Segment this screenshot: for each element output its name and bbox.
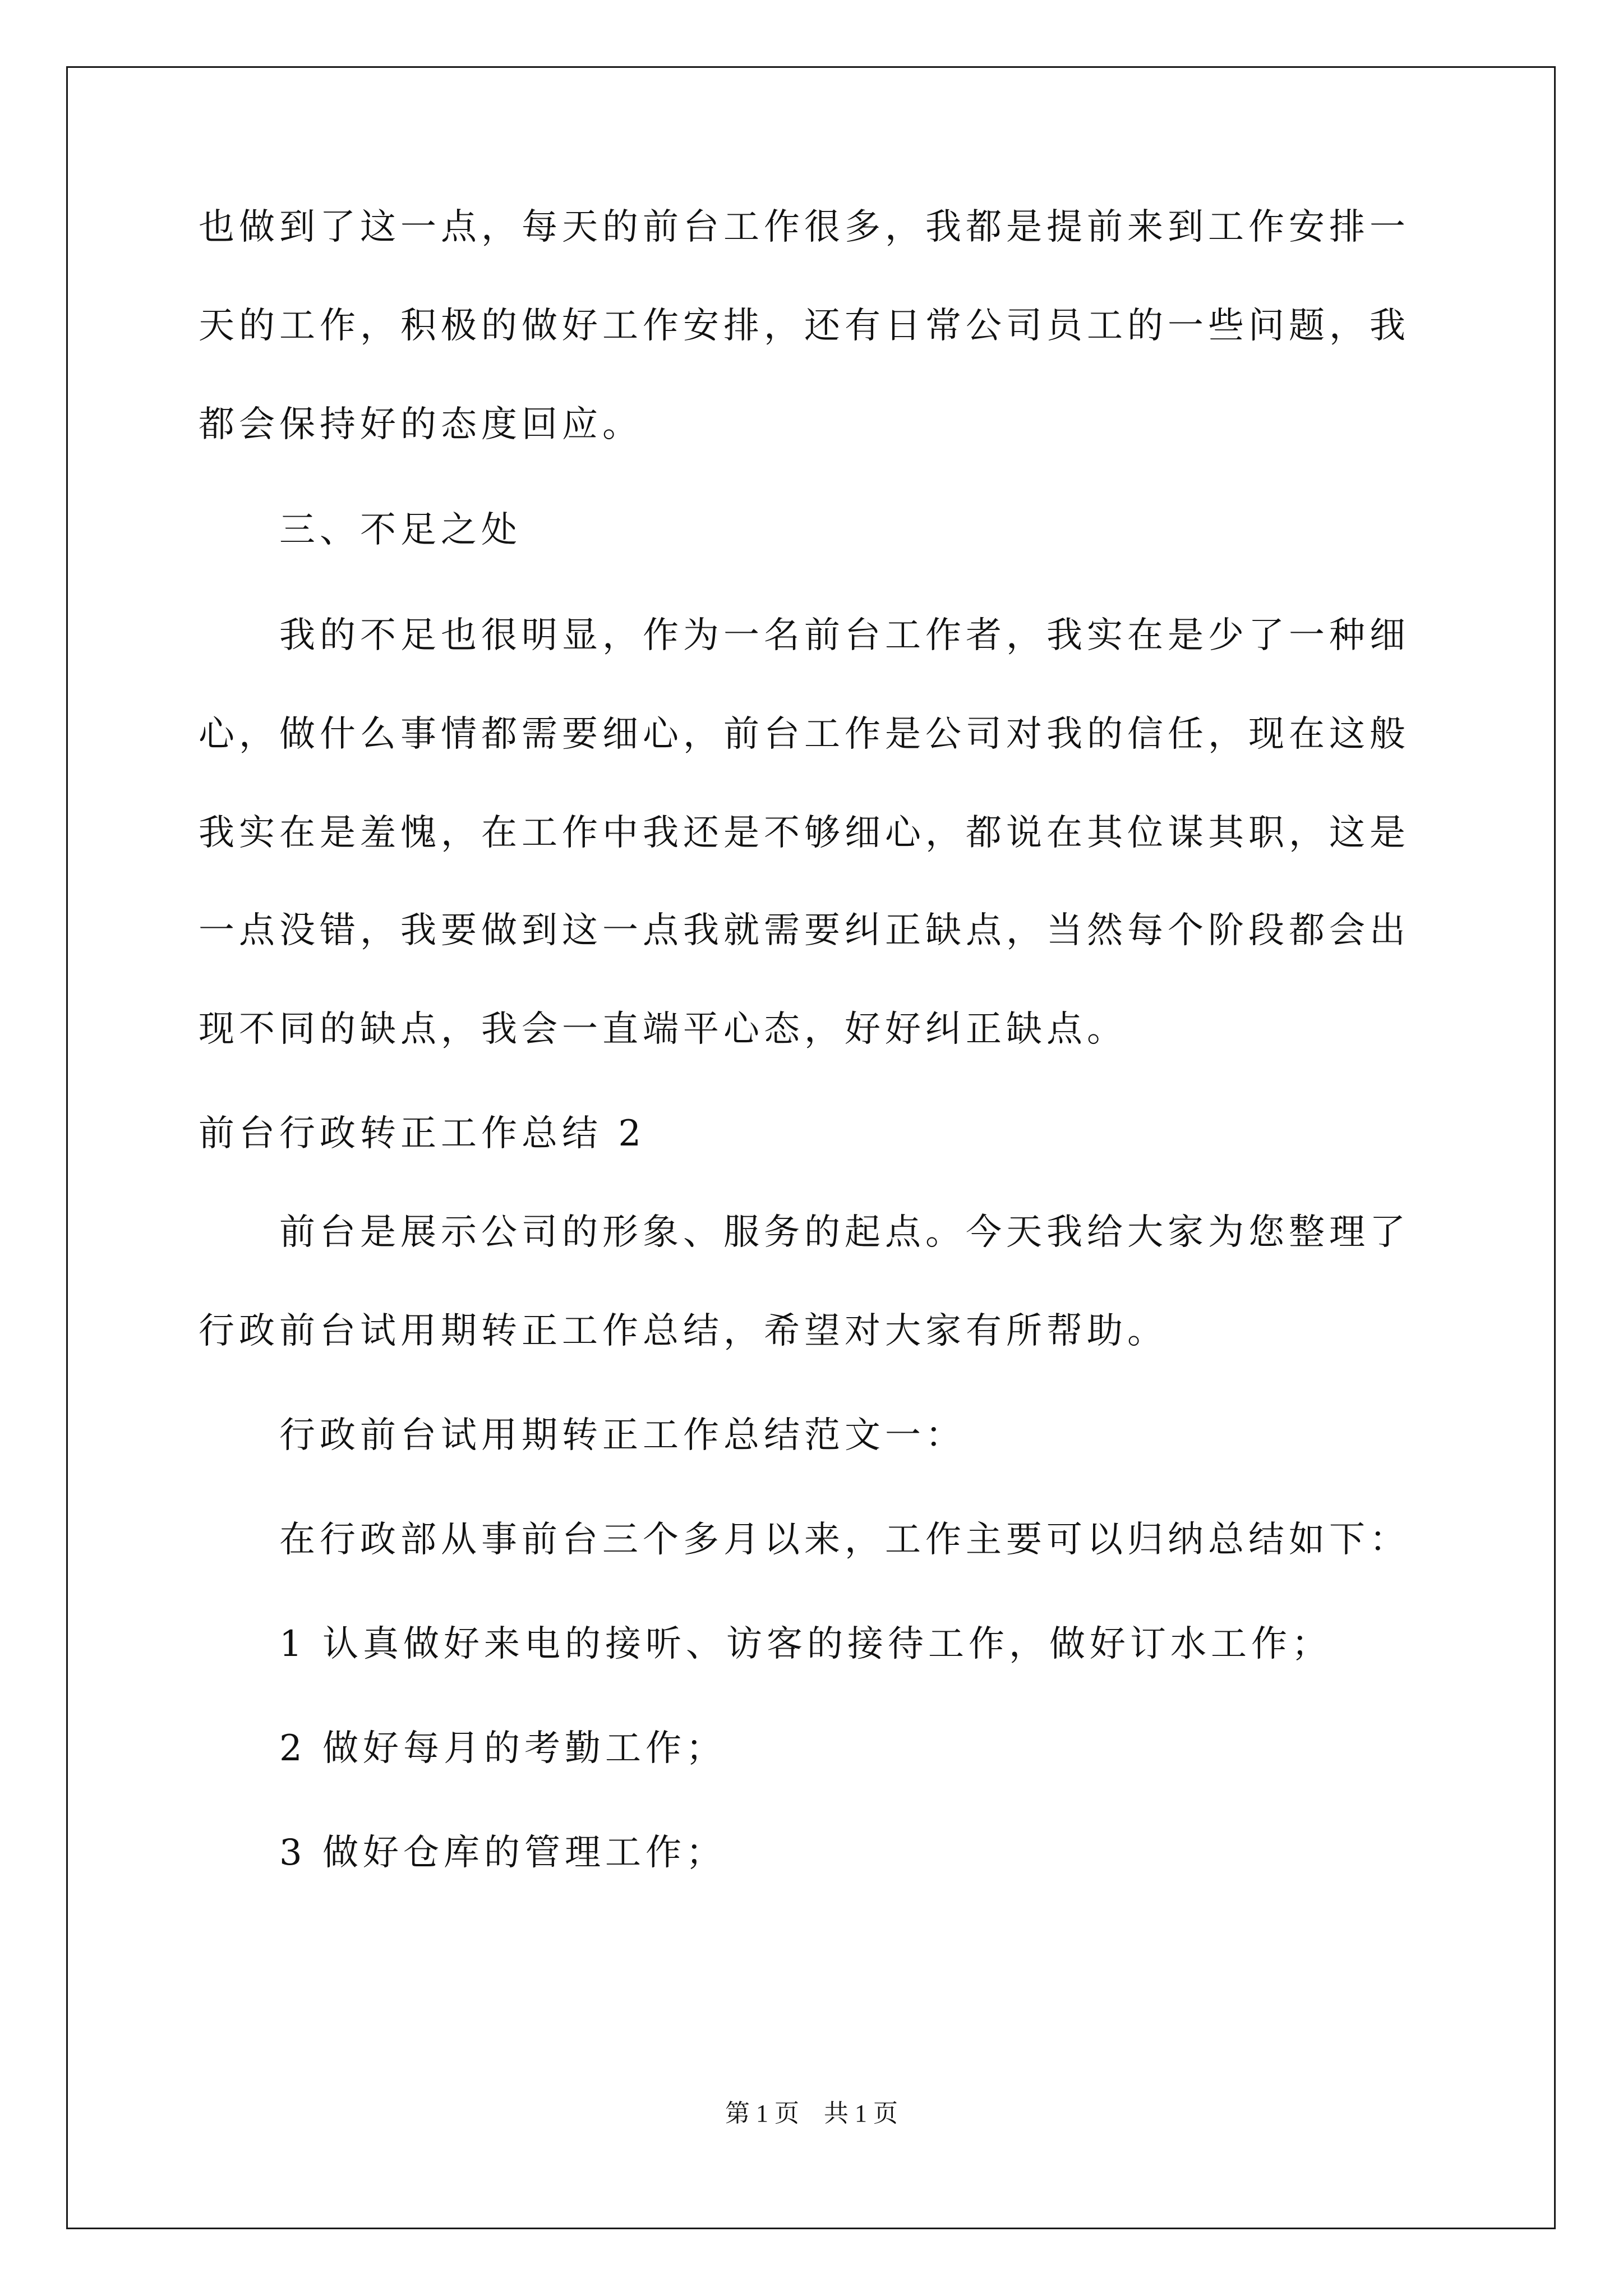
list-item: 1 认真做好来电的接听、访客的接待工作，做好订水工作； (279, 1623, 1332, 1665)
list-item: 3 做好仓库的管理工作； (279, 1832, 727, 1874)
list-item: 2 做好每月的考勤工作； (279, 1728, 727, 1769)
document-title: 前台行政转正工作总结 2 (199, 1113, 646, 1154)
text-line: 行政前台试用期转正工作总结范文一： (279, 1415, 966, 1456)
text-line: 在行政部从事前台三个多月以来，工作主要可以归纳总结如下： (279, 1519, 1410, 1561)
text-line: 都会保持好的态度回应。 (199, 404, 643, 445)
section-heading: 三、不足之处 (279, 509, 522, 551)
text-line: 现不同的缺点，我会一直端平心态，好好纠正缺点。 (199, 1009, 1127, 1050)
text-line: 我实在是羞愧，在工作中我还是不够细心，都说在其位谋其职，这是 (199, 812, 1410, 854)
text-line: 我的不足也很明显，作为一名前台工作者，我实在是少了一种细 (279, 615, 1410, 656)
text-line: 心，做什么事情都需要细心，前台工作是公司对我的信任，现在这般 (199, 714, 1410, 755)
text-line: 也做到了这一点，每天的前台工作很多，我都是提前来到工作安排一 (199, 206, 1410, 248)
page-number-footer: 第 1 页 共 1 页 (725, 2100, 898, 2127)
text-line: 前台是展示公司的形象、服务的起点。今天我给大家为您整理了 (279, 1212, 1410, 1253)
text-line: 天的工作，积极的做好工作安排，还有日常公司员工的一些问题，我 (199, 305, 1410, 347)
text-line: 行政前台试用期转正工作总结，希望对大家有所帮助。 (199, 1310, 1168, 1352)
text-line: 一点没错，我要做到这一点我就需要纠正缺点，当然每个阶段都会出 (199, 910, 1410, 951)
